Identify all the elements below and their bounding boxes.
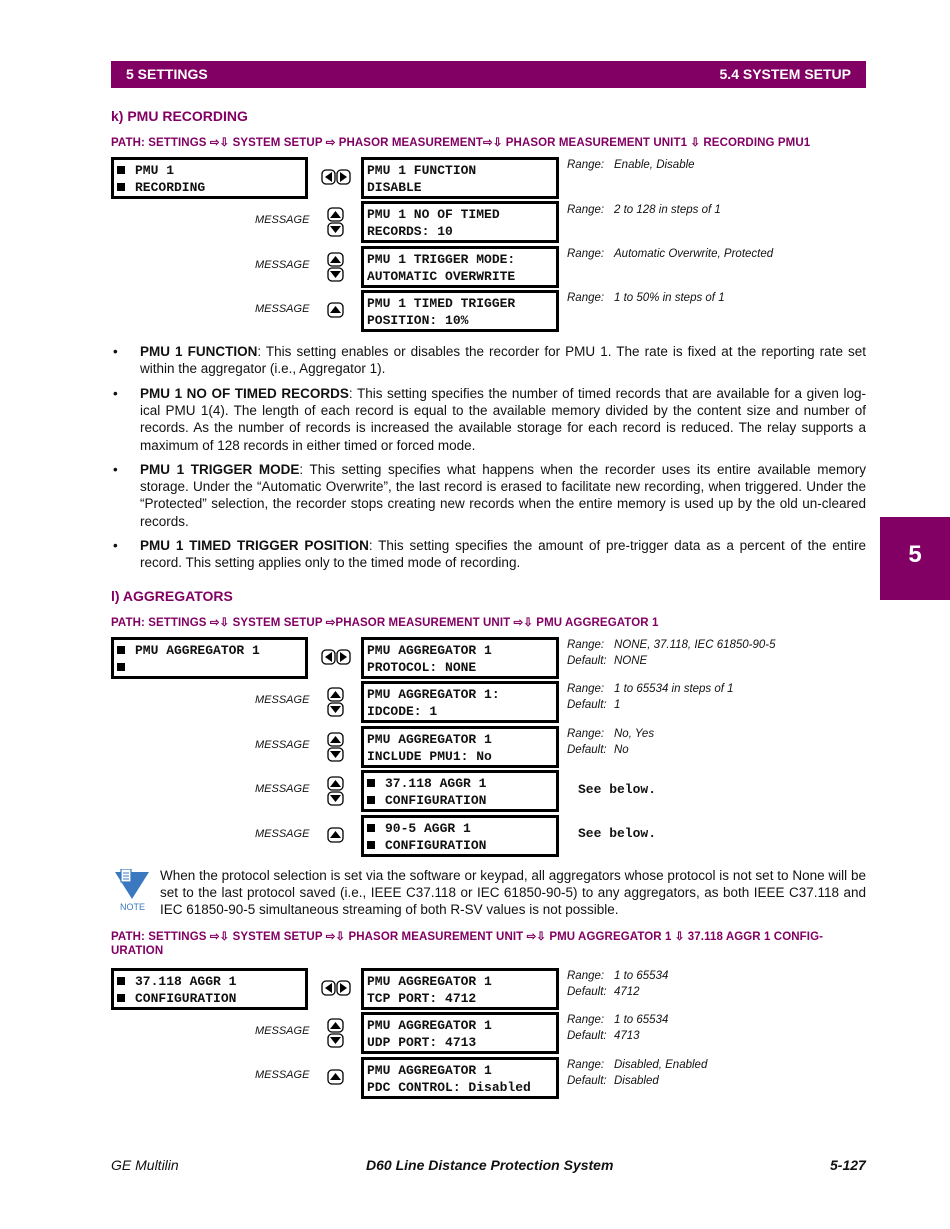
setting-display-protocol[interactable]: PMU AGGREGATOR 1 PROTOCOL: NONE [361, 637, 559, 679]
up-arrow-icon[interactable] [327, 1069, 344, 1090]
up-down-arrows-icon[interactable] [327, 732, 344, 767]
menu-path: PATH: SETTINGS ⇨⇩ SYSTEM SETUP ⇨⇩ PHASOR MEASUREMENT UNIT ⇨⇩ PMU AGGREGATOR 1 ⇩ 37.118 AGGR 1 CONFIG- URATION [111, 931, 824, 957]
menu-box[interactable]: PMU AGGREGATOR 1 [111, 637, 308, 679]
page-number: 5-127 [830, 1157, 866, 1173]
message-label: MESSAGE [255, 1025, 310, 1037]
range-text: Range: 1 to 50% in steps of 1 [567, 292, 725, 304]
chapter-tab[interactable]: 5 [880, 517, 950, 600]
setting-display-include-pmu[interactable]: PMU AGGREGATOR 1 INCLUDE PMU1: No [361, 726, 559, 768]
setting-display-pdc-control[interactable]: PMU AGGREGATOR 1 PDC CONTROL: Disabled [361, 1057, 559, 1099]
message-label: MESSAGE [255, 259, 310, 271]
left-right-arrows-icon[interactable] [321, 169, 351, 190]
bullet-square [367, 796, 375, 804]
setting-display-tcp-port[interactable]: PMU AGGREGATOR 1 TCP PORT: 4712 [361, 968, 559, 1010]
message-label: MESSAGE [255, 214, 310, 226]
bullet-square [117, 663, 125, 671]
up-arrow-icon[interactable] [327, 827, 344, 848]
up-down-arrows-icon[interactable] [327, 776, 344, 811]
footer-product: D60 Line Distance Protection System [366, 1157, 614, 1173]
left-right-arrows-icon[interactable] [321, 649, 351, 670]
section-title: 5.4 SYSTEM SETUP [719, 66, 851, 82]
chapter-title: 5 SETTINGS [126, 66, 208, 82]
note-text: When the protocol selection is set via the software or keypad, all aggregators whose protocol is not set to None will be set to the last protocol saved (i.e., IEEE C37.118 or IEC 61850-90-5) to any aggregators, as both IEEE C37.118 and IEC 61850-90-5 simultaneous streaming of both R-SV values is not possible. [160, 868, 866, 918]
range-text: Range: 2 to 128 in steps of 1 [567, 204, 721, 216]
note-label: NOTE [120, 902, 146, 912]
message-label: MESSAGE [255, 783, 310, 795]
message-label: MESSAGE [255, 828, 310, 840]
message-label: MESSAGE [255, 303, 310, 315]
bullet-square [117, 977, 125, 985]
range-text: Range: Automatic Overwrite, Protected [567, 248, 774, 260]
bullet-square [117, 183, 125, 191]
setting-display-udp-port[interactable]: PMU AGGREGATOR 1 UDP PORT: 4713 [361, 1012, 559, 1054]
bullet-square [117, 646, 125, 654]
section-heading-pmu-recording: k) PMU RECORDING [111, 108, 248, 124]
left-right-arrows-icon[interactable] [321, 980, 351, 1001]
message-label: MESSAGE [255, 739, 310, 751]
range-default-text: Range: NONE, 37.118, IEC 61850-90-5 Default: NONE [567, 639, 776, 667]
menu-path: PATH: SETTINGS ⇨⇩ SYSTEM SETUP ⇨PHASOR MEASUREMENT UNIT ⇨⇩ PMU AGGREGATOR 1 [111, 617, 659, 629]
bullet-square [117, 994, 125, 1002]
section-header-bar [111, 61, 866, 88]
up-down-arrows-icon[interactable] [327, 252, 344, 287]
setting-display-timed-records[interactable]: PMU 1 NO OF TIMED RECORDS: 10 [361, 201, 559, 243]
message-label: MESSAGE [255, 1069, 310, 1081]
menu-box[interactable]: 37.118 AGGR 1 CONFIGURATION [111, 968, 308, 1010]
range-default-text: Range: 1 to 65534 Default: 4713 [567, 1014, 669, 1042]
setting-display-trigger-mode[interactable]: PMU 1 TRIGGER MODE: AUTOMATIC OVERWRITE [361, 246, 559, 288]
range-text: Range: Enable, Disable [567, 159, 695, 171]
submenu-90-5-aggr-config[interactable]: 90-5 AGGR 1 CONFIGURATION [361, 815, 559, 857]
menu-box[interactable]: PMU 1 RECORDING [111, 157, 308, 199]
bullet-square [367, 824, 375, 832]
see-below-text: See below. [578, 826, 657, 841]
range-default-text: Range: Disabled, Enabled Default: Disabled [567, 1059, 708, 1087]
range-default-text: Range: 1 to 65534 Default: 4712 [567, 970, 669, 998]
range-default-text: Range: 1 to 65534 in steps of 1 Default: 1 [567, 683, 734, 711]
up-down-arrows-icon[interactable] [327, 687, 344, 722]
up-down-arrows-icon[interactable] [327, 207, 344, 242]
see-below-text: See below. [578, 782, 657, 797]
footer-company: GE Multilin [111, 1157, 179, 1173]
submenu-37118-aggr-config[interactable]: 37.118 AGGR 1 CONFIGURATION [361, 770, 559, 812]
up-down-arrows-icon[interactable] [327, 1018, 344, 1053]
bullet-square [117, 166, 125, 174]
setting-display-trigger-position[interactable]: PMU 1 TIMED TRIGGER POSITION: 10% [361, 290, 559, 332]
menu-path: PATH: SETTINGS ⇨⇩ SYSTEM SETUP ⇨ PHASOR MEASUREMENT⇨⇩ PHASOR MEASUREMENT UNIT1 ⇩ RECORDING PMU1 [111, 137, 811, 149]
setting-descriptions: • PMU 1 FUNCTION: This setting enables or disables the recorder for PMU 1. The rate is fixed at the reporting rate set within the aggregator (i.e., Aggregator 1). • PMU 1 NO OF TIMED RECORDS: This setting specifies the number of timed records that are available for a given log-ical PMU 1(4). The length of each record is equal to the available memory divided by the content size and number of records. As the number of records is increased the available storage for each record is reduced. The relay supports a maximum of 128 records in either timed or forced mode. • PMU 1 TRIGGER MODE: This setting specifies what happens when the recorder uses its entire available memory storage. Under the “Automatic Overwrite”, the last record is erased to facilitate new recording, when triggered. Under the “Protected” selection, the recorder stops creating new records when the entire memory is used up by the old un-cleared records. • PMU 1 TIMED TRIGGER POSITION: This setting specifies the amount of pre-trigger data as a percent of the entire record. This setting applies only to the timed mode of recording. [113, 344, 867, 571]
setting-display-idcode[interactable]: PMU AGGREGATOR 1: IDCODE: 1 [361, 681, 559, 723]
message-label: MESSAGE [255, 694, 310, 706]
section-heading-aggregators: l) AGGREGATORS [111, 588, 233, 604]
bullet-square [367, 779, 375, 787]
up-arrow-icon[interactable] [327, 302, 344, 323]
bullet-square [367, 841, 375, 849]
setting-display-pmu-function[interactable]: PMU 1 FUNCTION DISABLE [361, 157, 559, 199]
note-icon [113, 869, 151, 913]
range-default-text: Range: No, Yes Default: No [567, 728, 655, 756]
